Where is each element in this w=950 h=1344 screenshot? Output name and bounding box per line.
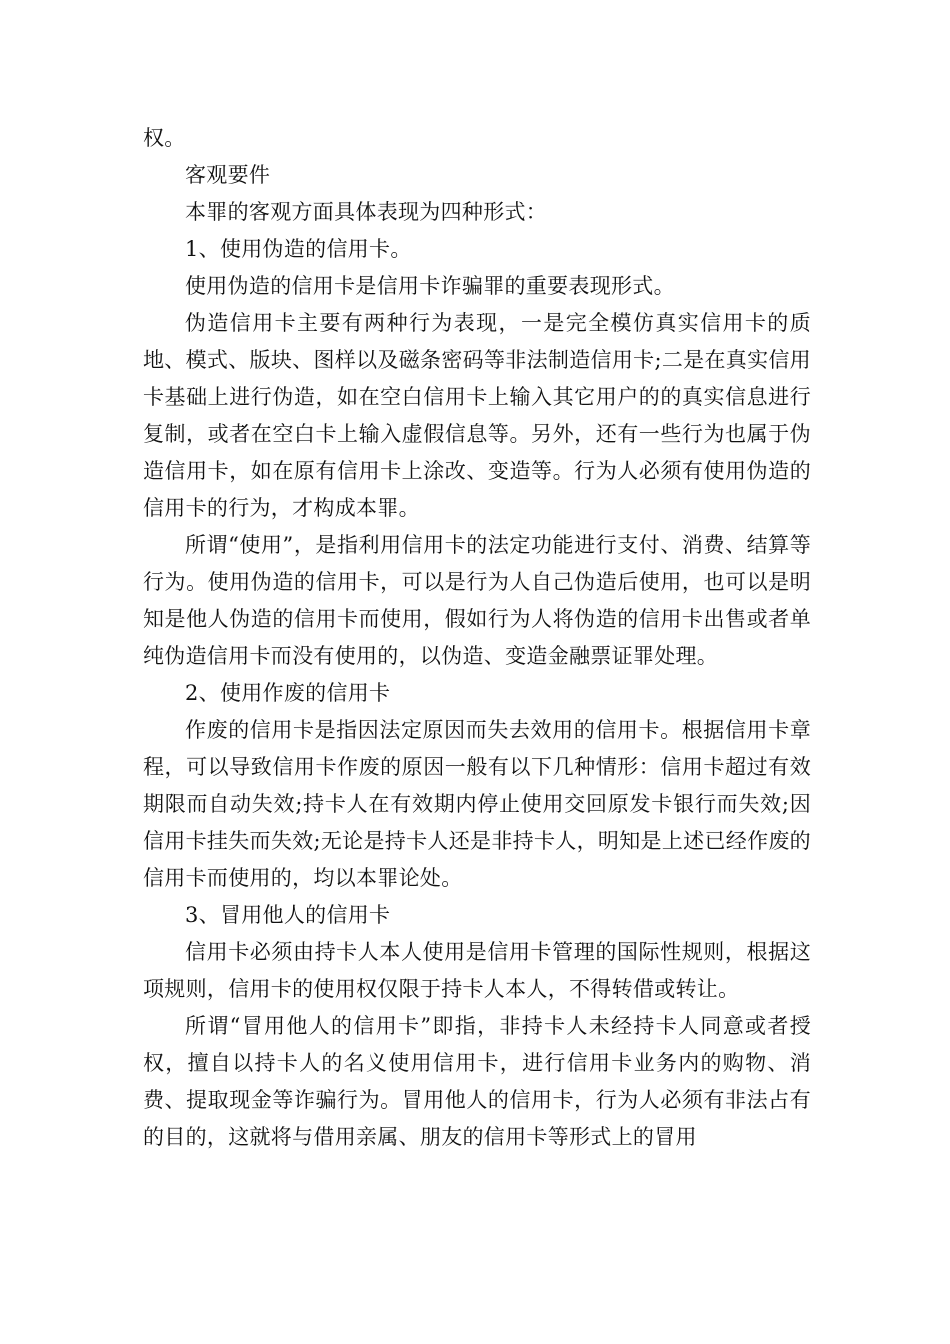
paragraph-continuation: 权。 xyxy=(143,126,186,150)
subheading-2: 2、使用作废的信用卡 xyxy=(185,681,391,705)
paragraph: 伪造信用卡主要有两种行为表现，一是完全模仿真实信用卡的质地、模式、版块、图样以及磁条密码等非法制造信用卡;二是在真实信用卡基础上进行伪造，如在空白信用卡上输入其它用户的的真实信息进行复制，或者在空白卡上输入虚假信息等。另外，还有一些行为也属于伪造信用卡，如在原有信用卡上涂改、变造等。行为人必须有使用伪造的信用卡的行为，才构成本罪。 xyxy=(143,311,811,520)
subheading-3: 3、冒用他人的信用卡 xyxy=(185,903,391,927)
paragraph: 所谓“冒用他人的信用卡”即指，非持卡人未经持卡人同意或者授权，擅自以持卡人的名义使用信用卡，进行信用卡业务内的购物、消费、提取现金等诈骗行为。冒用他人的信用卡，行为人必须有非法占有的目的，这就将与借用亲属、朋友的信用卡等形式上的冒用 xyxy=(143,1014,811,1149)
subheading-1: 1、使用伪造的信用卡。 xyxy=(185,237,412,261)
section-heading-objective-elements: 客观要件 xyxy=(185,163,271,187)
paragraph: 所谓“使用”，是指利用信用卡的法定功能进行支付、消费、结算等行为。使用伪造的信用卡，可以是行为人自己伪造后使用，也可以是明知是他人伪造的信用卡而使用，假如行为人将伪造的信用卡出售或者单纯伪造信用卡而没有使用的，以伪造、变造金融票证罪处理。 xyxy=(143,533,811,668)
paragraph: 使用伪造的信用卡是信用卡诈骗罪的重要表现形式。 xyxy=(185,274,675,298)
paragraph: 信用卡必须由持卡人本人使用是信用卡管理的国际性规则，根据这项规则，信用卡的使用权仅限于持卡人本人，不得转借或转让。 xyxy=(143,940,811,1001)
paragraph: 作废的信用卡是指因法定原因而失去效用的信用卡。根据信用卡章程，可以导致信用卡作废的原因一般有以下几种情形：信用卡超过有效期限而自动失效;持卡人在有效期内停止使用交回原发卡银行而失效;因信用卡挂失而失效;无论是持卡人还是非持卡人，明知是上述已经作废的信用卡而使用的，均以本罪论处。 xyxy=(143,718,811,890)
paragraph-intro: 本罪的客观方面具体表现为四种形式： xyxy=(185,200,548,224)
document-body xyxy=(143,120,811,1156)
